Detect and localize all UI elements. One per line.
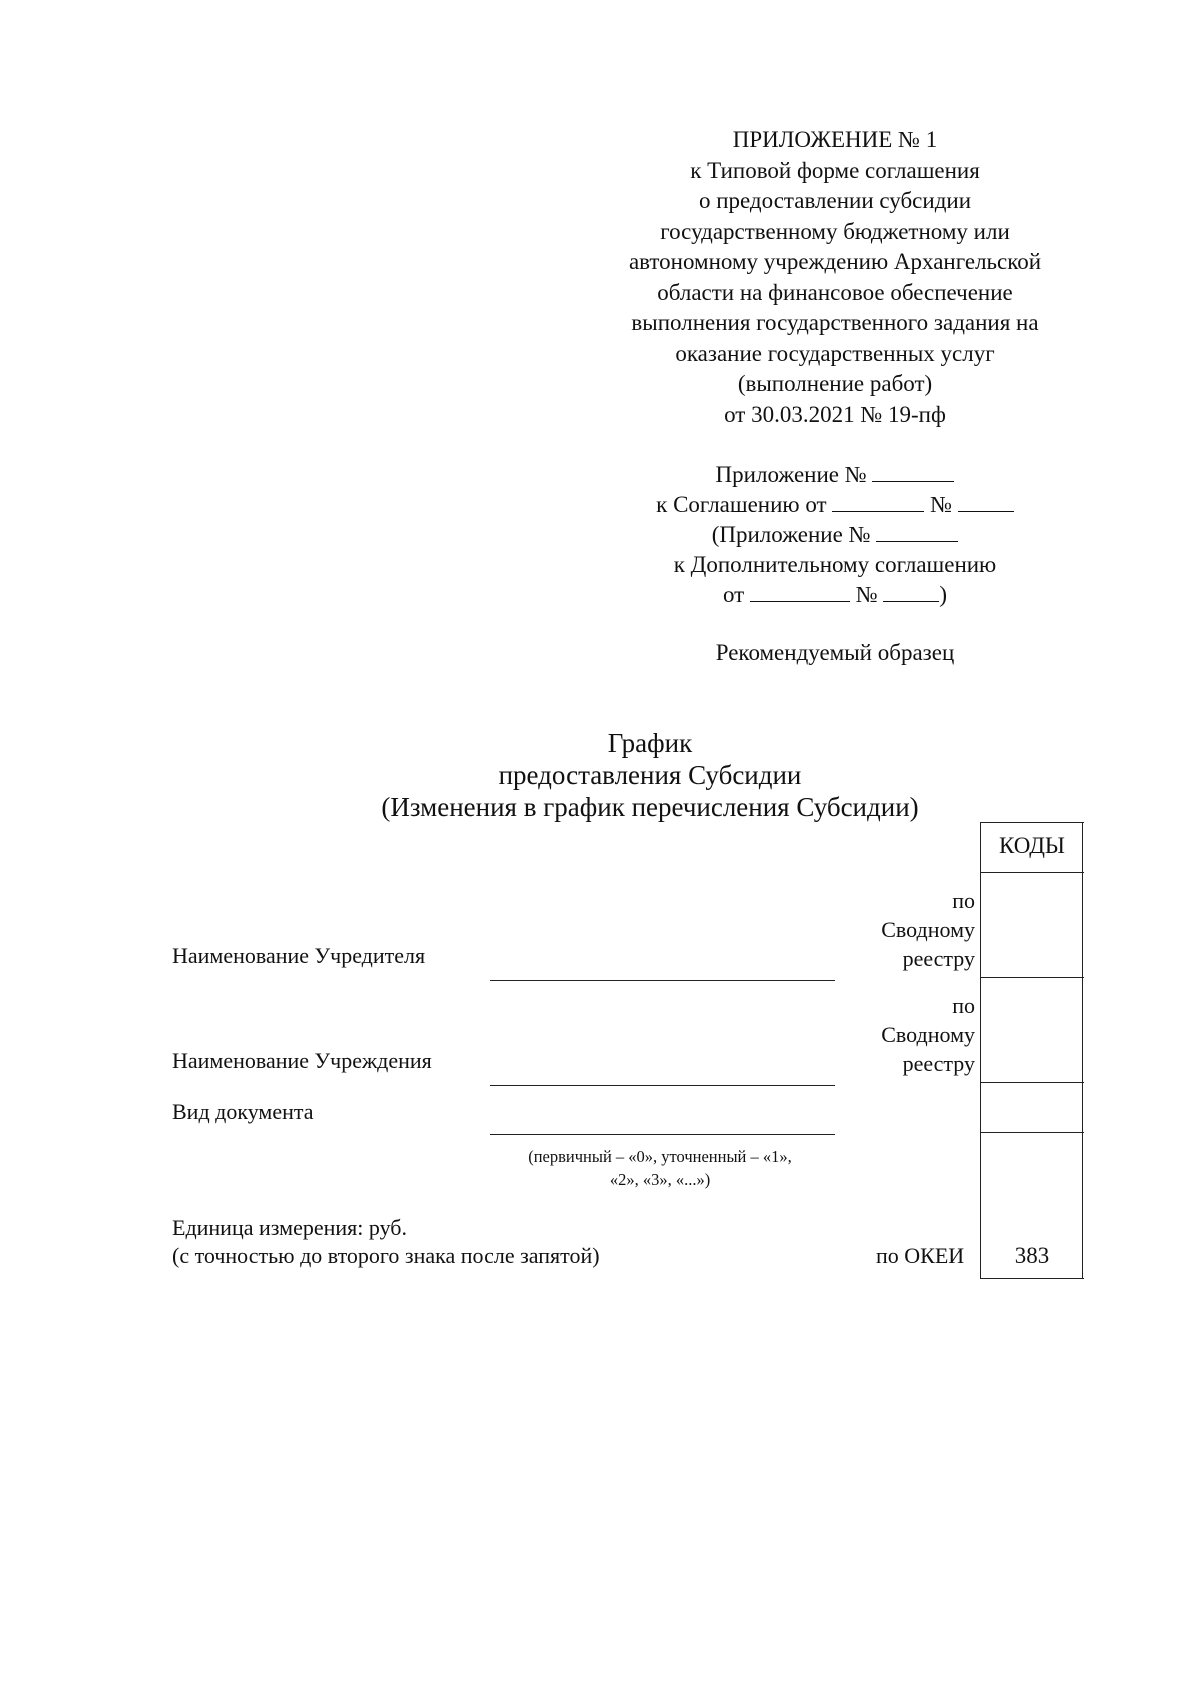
registry-word-2: Сводному bbox=[881, 917, 975, 942]
appendix-line: области на финансовое обеспечение bbox=[657, 279, 1013, 305]
document-type-hint-line-2: «2», «3», «...») bbox=[609, 1170, 711, 1189]
codes-top-border bbox=[980, 822, 1084, 823]
supplement-agreement-number-blank[interactable] bbox=[883, 583, 939, 602]
registry-word-1: по bbox=[952, 888, 975, 913]
registry-word-1: по bbox=[952, 993, 975, 1018]
agreement-number-blank[interactable] bbox=[958, 493, 1014, 512]
codes-divider bbox=[980, 1132, 1084, 1133]
appendix-title: ПРИЛОЖЕНИЕ № 1 bbox=[732, 127, 938, 152]
appendix-line: о предоставлении субсидии bbox=[698, 188, 972, 213]
attachment-number-label: Приложение № bbox=[715, 462, 867, 487]
title-line-1: График bbox=[607, 728, 693, 758]
supplement-date-label: от bbox=[722, 582, 745, 607]
recommended-sample-label: Рекомендуемый образец bbox=[715, 640, 955, 665]
appendix-line: оказание государственных услуг bbox=[675, 340, 995, 366]
okei-label: по ОКЕИ bbox=[876, 1243, 965, 1268]
attachment-line-4: к Дополнительному соглашению bbox=[673, 552, 997, 577]
agreement-date-blank[interactable] bbox=[832, 493, 924, 512]
appendix-date-number: от 30.03.2021 № 19-пф bbox=[724, 401, 946, 427]
appendix-line: (выполнение работ) bbox=[737, 371, 933, 396]
founder-name-field[interactable] bbox=[490, 980, 835, 981]
unit-precision-note: (с точностью до второго знака после запятой) bbox=[172, 1243, 600, 1268]
appendix-header bbox=[560, 125, 1110, 430]
title-line-3: (Изменения в график перечисления Субсидии) bbox=[381, 792, 919, 822]
appendix-line: выполнения государственного задания на bbox=[631, 310, 1039, 335]
appendix-line: к Типовой форме соглашения bbox=[690, 157, 980, 183]
codes-bottom-border bbox=[980, 1278, 1084, 1279]
codes-divider bbox=[980, 872, 1084, 873]
supplement-number-sign: № bbox=[855, 582, 878, 607]
founder-label: Наименование Учредителя bbox=[172, 943, 426, 968]
supplement-date-blank[interactable] bbox=[750, 583, 850, 602]
appendix-line: государственному бюджетному или bbox=[660, 218, 1010, 244]
registry-word-3: реестру bbox=[902, 946, 975, 971]
agreement-date-label: к Соглашению от bbox=[656, 492, 827, 517]
attachment-line-1 bbox=[560, 460, 1110, 490]
unit-label: Единица измерения: руб. bbox=[172, 1215, 407, 1240]
closing-paren: ) bbox=[939, 582, 948, 607]
attachment-line-3 bbox=[560, 520, 1110, 550]
supplement-number-blank[interactable] bbox=[876, 523, 958, 542]
document-type-field[interactable] bbox=[490, 1134, 835, 1135]
institution-name-field[interactable] bbox=[490, 1085, 835, 1086]
registry-word-2: Сводному bbox=[881, 1022, 975, 1047]
supplement-number-label: (Приложение № bbox=[711, 522, 871, 547]
institution-registry-label bbox=[840, 991, 975, 1078]
founder-registry-label bbox=[840, 886, 975, 973]
attachment-number-blank[interactable] bbox=[872, 463, 954, 482]
document-type-label: Вид документа bbox=[172, 1099, 314, 1124]
document-type-hint bbox=[490, 1145, 830, 1191]
attachment-line-2 bbox=[560, 490, 1110, 520]
appendix-line: автономному учреждению Архангельской bbox=[628, 249, 1042, 274]
codes-divider bbox=[980, 977, 1084, 978]
okei-code-value: 383 bbox=[1014, 1243, 1050, 1268]
attachment-line-5 bbox=[560, 580, 1110, 610]
codes-divider bbox=[980, 1082, 1084, 1083]
institution-label: Наименование Учреждения bbox=[172, 1048, 432, 1073]
codes-column-frame bbox=[980, 822, 1083, 1278]
agreement-number-label: № bbox=[930, 492, 953, 517]
title-line-2: предоставления Субсидии bbox=[498, 760, 802, 790]
codes-header: КОДЫ bbox=[999, 833, 1065, 858]
document-type-hint-line-1: (первичный – «0», уточненный – «1», bbox=[528, 1147, 792, 1166]
registry-word-3: реестру bbox=[902, 1051, 975, 1076]
attachment-block bbox=[560, 460, 1110, 610]
document-title bbox=[300, 727, 1000, 823]
